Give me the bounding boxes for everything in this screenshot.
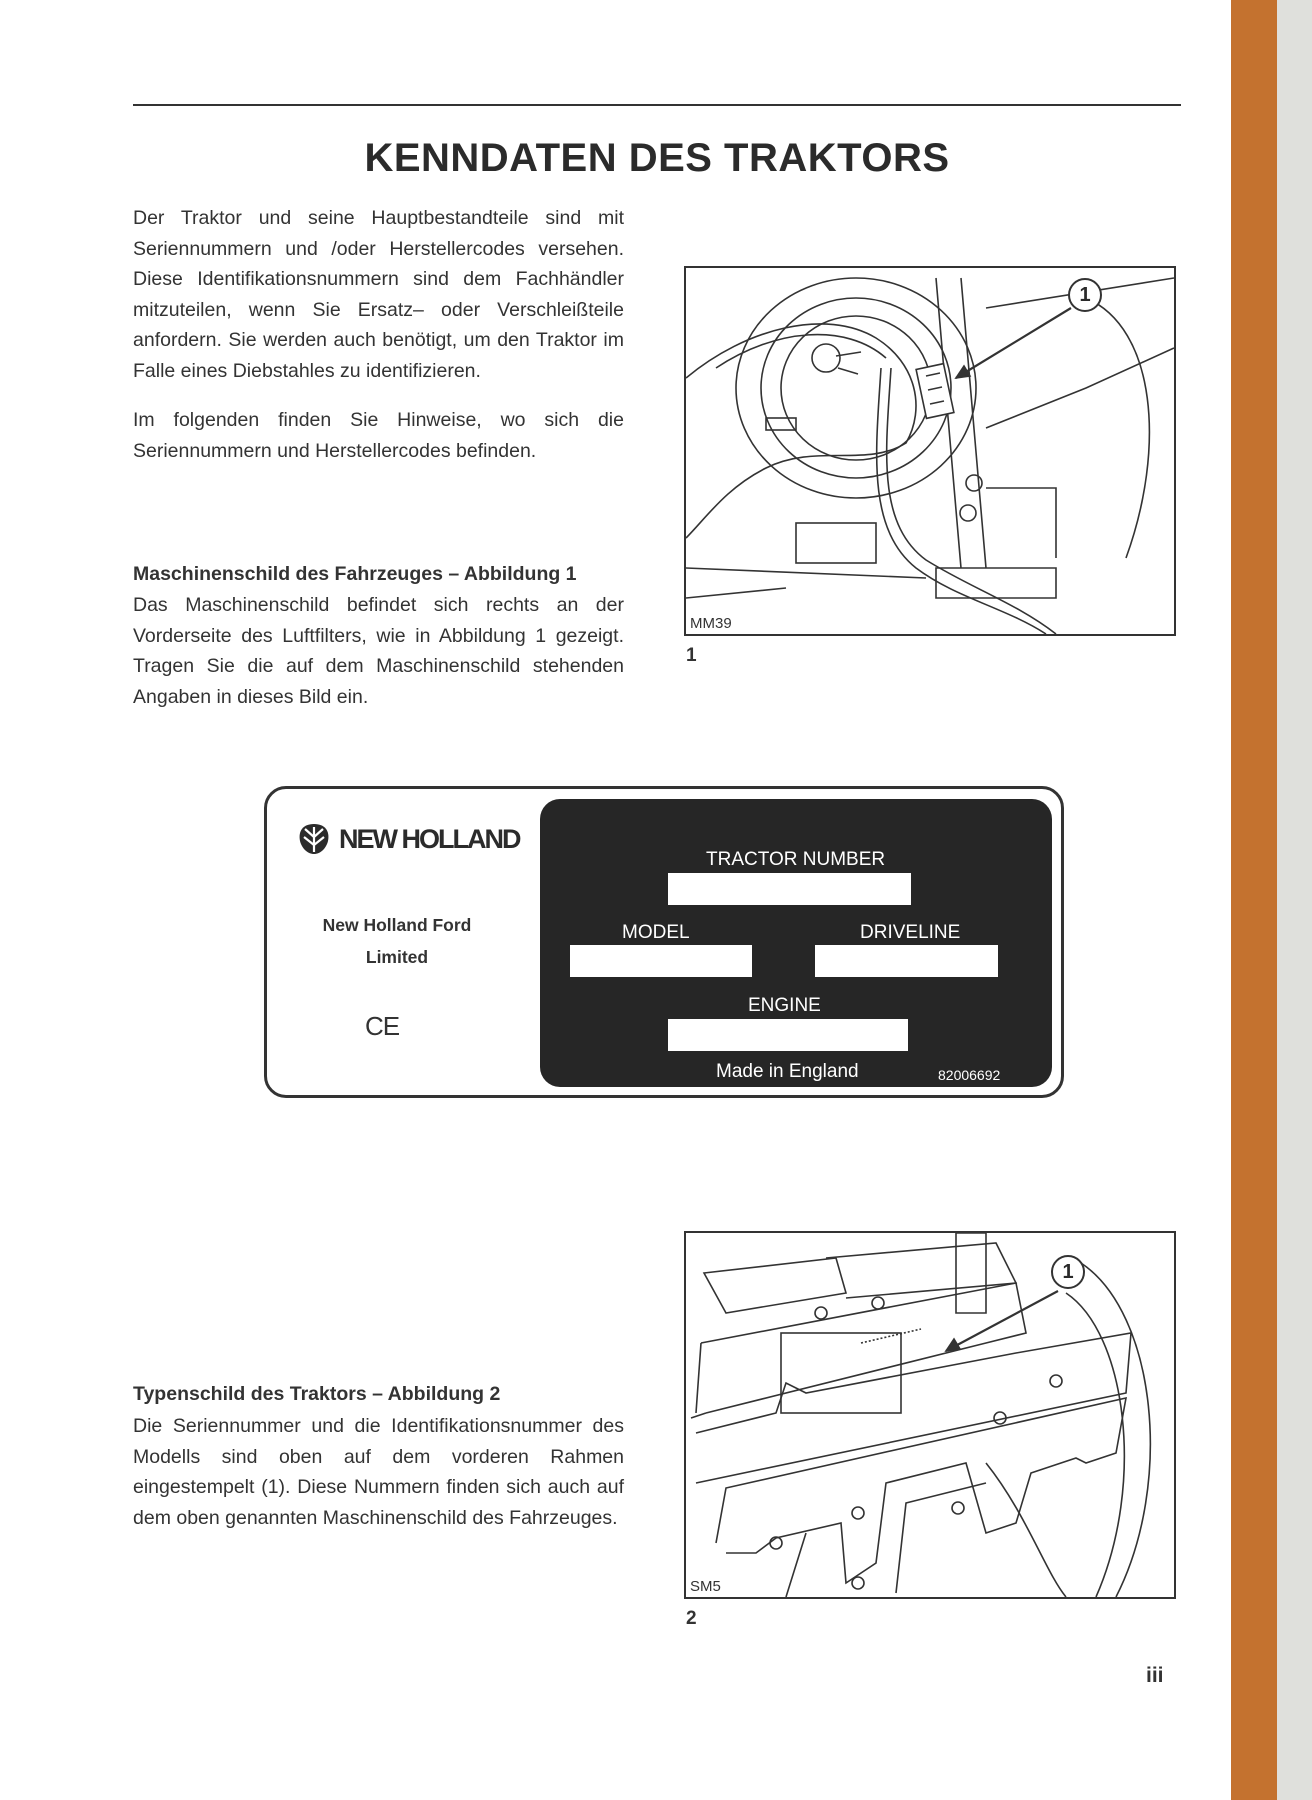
new-holland-logo [297, 823, 519, 855]
section-2-heading: Typenschild des Traktors – Abbildung 2 [133, 1383, 501, 1405]
orange-binding-strip [1231, 0, 1277, 1800]
company-line-2: Limited [365, 947, 429, 967]
page-edge [1277, 0, 1312, 1800]
driveline-field [815, 945, 998, 977]
ce-mark: CE [365, 1011, 400, 1041]
page-number: iii [1146, 1664, 1164, 1687]
plate-data-panel [540, 799, 1052, 1087]
section-1-text: Das Maschinenschild befindet sich rechts an der Vorderseite des Luftfilters, wie in Abbildung 1 gezeigt. Tragen Sie die auf dem Maschinenschild stehenden Angaben in dieses Bild ein. [133, 594, 624, 708]
engine-field [668, 1019, 908, 1051]
company-name [297, 909, 497, 973]
intro-paragraph-1: Der Traktor und seine Hauptbestandteile sind mit Seriennummern und /oder Herstellercodes versehen. Diese Identifikationsnummern sind dem Fachhändler mitzuteilen, wenn Sie Ersatz– oder Verschleißteile anfordern. Sie werden auch benötigt, um den Traktor im Falle eines Diebstahles zu identifizieren. [133, 207, 624, 382]
header-rule [133, 104, 1181, 106]
driveline-label: DRIVELINE [860, 922, 961, 943]
origin-text: Made in England [716, 1061, 859, 1082]
intro-paragraph-2: Im folgenden finden Sie Hinweise, wo sich die Seriennummern und Herstellercodes befinden. [133, 409, 624, 462]
new-holland-leaf-icon [297, 823, 331, 855]
front-frame-drawing [686, 1233, 1174, 1597]
engine-label: ENGINE [748, 995, 821, 1016]
page-title: KENNDATEN DES TRAKTORS [364, 136, 950, 180]
section-2-text: Die Seriennummer und die Identifikationsnummer des Modells sind oben auf dem vorderen Rahmen eingestempelt (1). Diese Nummern finden sich auch auf dem oben genannten Maschinenschild des Fahrzeuges. [133, 1415, 624, 1529]
figure-1-number: 1 [686, 645, 697, 666]
model-field [570, 945, 752, 977]
figure-1-air-filter-illustration [684, 266, 1176, 636]
callout-1-figure-1: 1 [1068, 278, 1102, 312]
machine-plate [264, 786, 1064, 1098]
brand-name: NEW HOLLAND [339, 823, 520, 854]
air-filter-drawing [686, 268, 1174, 634]
part-number: 82006692 [938, 1067, 1001, 1083]
figure-2-number: 2 [686, 1608, 697, 1629]
model-label: MODEL [622, 922, 690, 943]
callout-1-figure-2: 1 [1051, 1255, 1085, 1289]
tractor-number-field [668, 873, 911, 905]
figure-1-code: MM39 [690, 615, 735, 632]
section-1-heading: Maschinenschild des Fahrzeuges – Abbildung 1 [133, 563, 577, 585]
company-line-1: New Holland Ford [322, 915, 472, 935]
figure-2-front-frame-illustration [684, 1231, 1176, 1599]
figure-2-code: SM5 [690, 1578, 724, 1595]
tractor-number-label: TRACTOR NUMBER [706, 849, 886, 870]
